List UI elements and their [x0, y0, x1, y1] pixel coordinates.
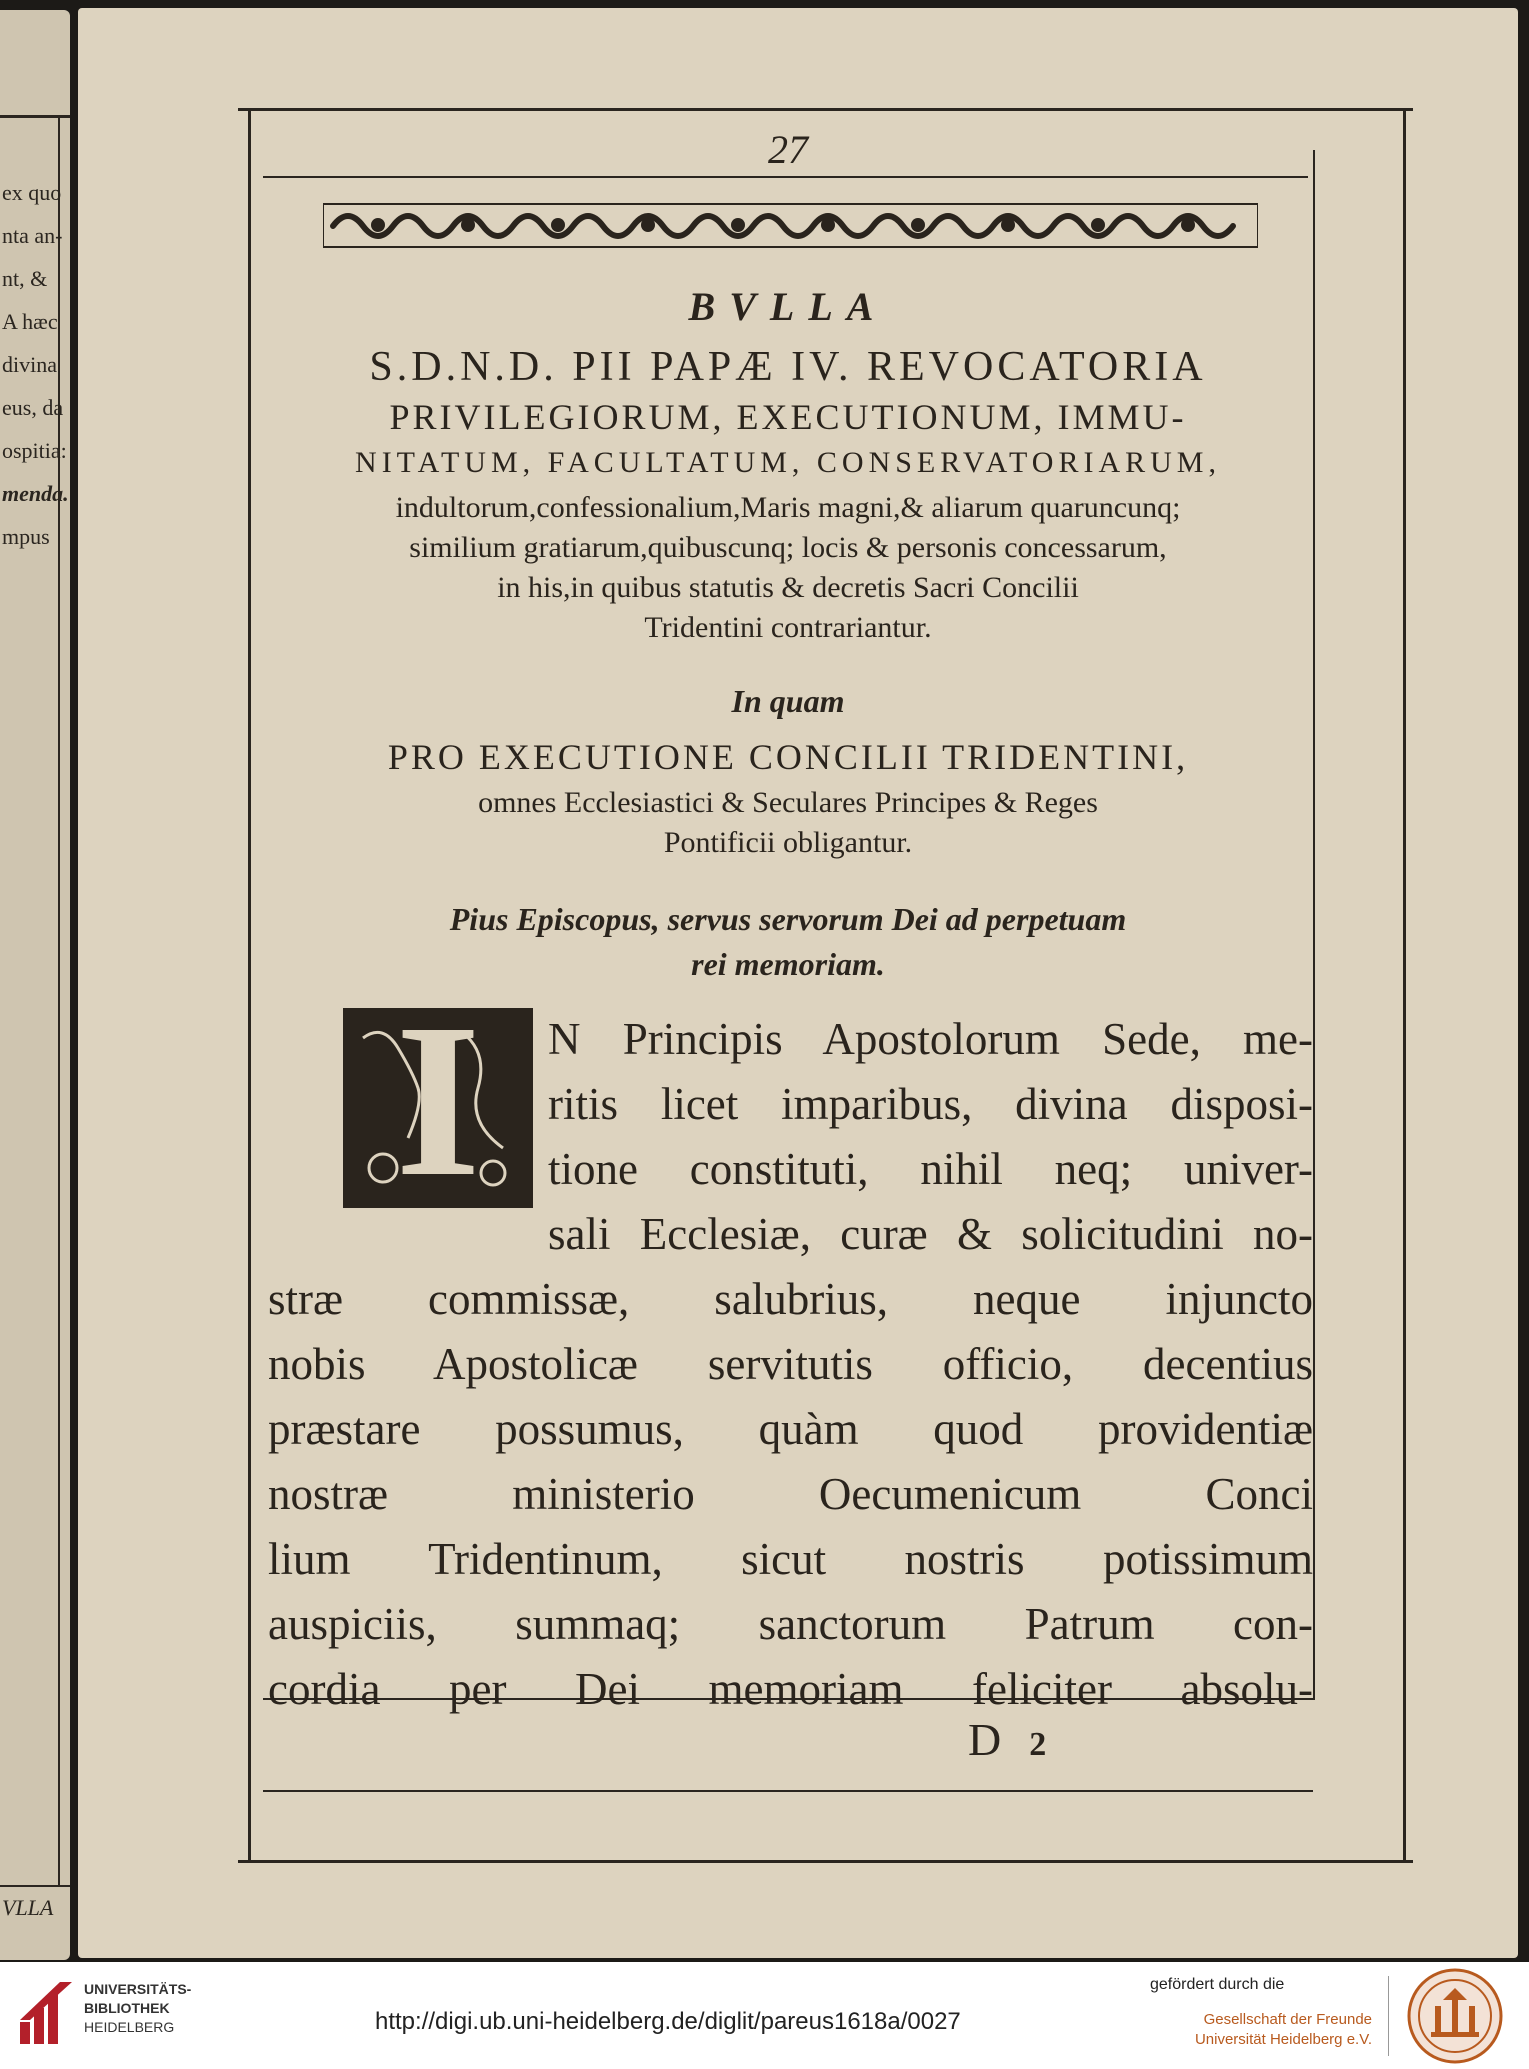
bull-heading: BVLLA — [688, 284, 888, 329]
society-name[interactable] — [1182, 2010, 1372, 2050]
title-line: S.D.N.D. PII PAPÆ IV. REVOCATORIA — [369, 344, 1207, 390]
left-page-fragment: nta an- — [2, 223, 63, 248]
left-page-fragment: ospitia: — [2, 438, 67, 463]
title-line: similium gratiarum,quibuscunq; locis & personis concessarum, — [409, 531, 1167, 564]
university-seal-icon[interactable] — [1405, 1966, 1505, 2066]
frame-bottom-rule — [238, 1860, 1413, 1863]
body-line: lium Tridentinum, sicut nostris potissimum — [268, 1534, 1313, 1584]
body-line: tione constituti, nihil neq; univer- — [548, 1144, 1313, 1194]
signature-letter: D — [968, 1714, 1002, 1765]
left-page-fragment: divina — [2, 352, 57, 377]
footer-divider — [1388, 1976, 1389, 2056]
body-line: nobis Apostolicæ servitutis officio, decentius — [268, 1339, 1313, 1389]
title-line: in his,in quibus statutis & decretis Sacri Concilii — [497, 571, 1079, 604]
pro-execution-line: PRO EXECUTIONE CONCILII TRIDENTINI, — [387, 737, 1189, 777]
university-library-logo-icon[interactable] — [20, 1982, 72, 2044]
header-rule — [263, 176, 1308, 178]
society-name-line: Gesellschaft der Freunde — [1203, 2011, 1372, 2028]
title-line: NITATUM, FACULTATUM, CONSERVATORIARUM, — [355, 446, 1221, 479]
body-line: nostræ ministerio Oecumenicum Conci — [268, 1469, 1313, 1519]
body-line: cordia per Dei memoriam feliciter absolu- — [268, 1664, 1313, 1714]
page-number: 27 — [768, 127, 808, 172]
society-name-line: Universität Heidelberg e.V. — [1194, 2031, 1372, 2048]
left-facing-page — [0, 10, 70, 1960]
permalink-url[interactable]: http://digi.ub.uni-heidelberg.de/diglit/pareus1618a/0027 — [375, 2008, 961, 2035]
left-page-fragment: ex quo — [2, 180, 62, 205]
inner-right-rule — [1313, 150, 1315, 1700]
left-page-fragment: eus, da — [2, 395, 64, 420]
library-name-line: UNIVERSITÄTS- — [84, 1981, 192, 1997]
body-line: ritis licet imparibus, divina disposi- — [548, 1079, 1313, 1129]
library-name-line: BIBLIOTHEK — [84, 2000, 170, 2016]
in-quam-heading: In quam — [731, 683, 845, 719]
body-line: stræ commissæ, salubrius, neque injuncto — [268, 1274, 1313, 1324]
title-line: indultorum,confessionalium,Maris magni,& aliarum quaruncunq; — [395, 491, 1181, 524]
left-page-fragment: menda. — [2, 481, 69, 506]
left-page-catchword: VLLA — [2, 1895, 54, 1920]
signature-mark — [968, 1713, 1046, 1766]
library-name-line: HEIDELBERG — [84, 2019, 175, 2035]
pro-execution-line: Pontificii obligantur. — [663, 826, 913, 859]
signature-rule — [263, 1790, 1313, 1792]
frame-right-rule — [1403, 108, 1406, 1863]
decorated-initial — [343, 1008, 533, 1208]
frame-top-rule — [238, 108, 1413, 111]
footer-bar — [0, 1962, 1529, 2069]
title-line: PRIVILEGIORUM, EXECUTIONUM, IMMU- — [389, 397, 1187, 437]
pius-line: Pius Episcopus, servus servorum Dei ad perpetuam — [449, 901, 1127, 937]
left-page-bottom-rule — [0, 1885, 70, 1887]
title-line: Tridentini contrariantur. — [644, 611, 932, 644]
pro-execution-line: omnes Ecclesiastici & Seculares Principes & Reges — [478, 786, 1098, 819]
left-page-fragment: A hæc — [2, 309, 58, 334]
initial-letter: I — [395, 1008, 481, 1208]
book-page — [78, 8, 1518, 1958]
ornamental-band-icon — [323, 198, 1258, 253]
body-line: præstare possumus, quàm quod providentiæ — [268, 1404, 1313, 1454]
library-name[interactable] — [84, 1980, 191, 2037]
body-line: auspiciis, summaq; sanctorum Patrum con- — [268, 1599, 1313, 1649]
pius-line: rei memoriam. — [691, 946, 885, 982]
signature-number: 2 — [1029, 1726, 1047, 1763]
body-line: N Principis Apostolorum Sede, me- — [548, 1014, 1313, 1064]
body-line: sali Ecclesiæ, curæ & solicitudini no- — [548, 1209, 1313, 1259]
left-page-fragment: nt, & — [2, 266, 48, 291]
funded-by-label: gefördert durch die — [1150, 1976, 1285, 1993]
frame-left-rule — [248, 108, 251, 1863]
left-page-frame-line — [58, 115, 60, 1885]
left-page-fragment: mpus — [2, 524, 50, 549]
